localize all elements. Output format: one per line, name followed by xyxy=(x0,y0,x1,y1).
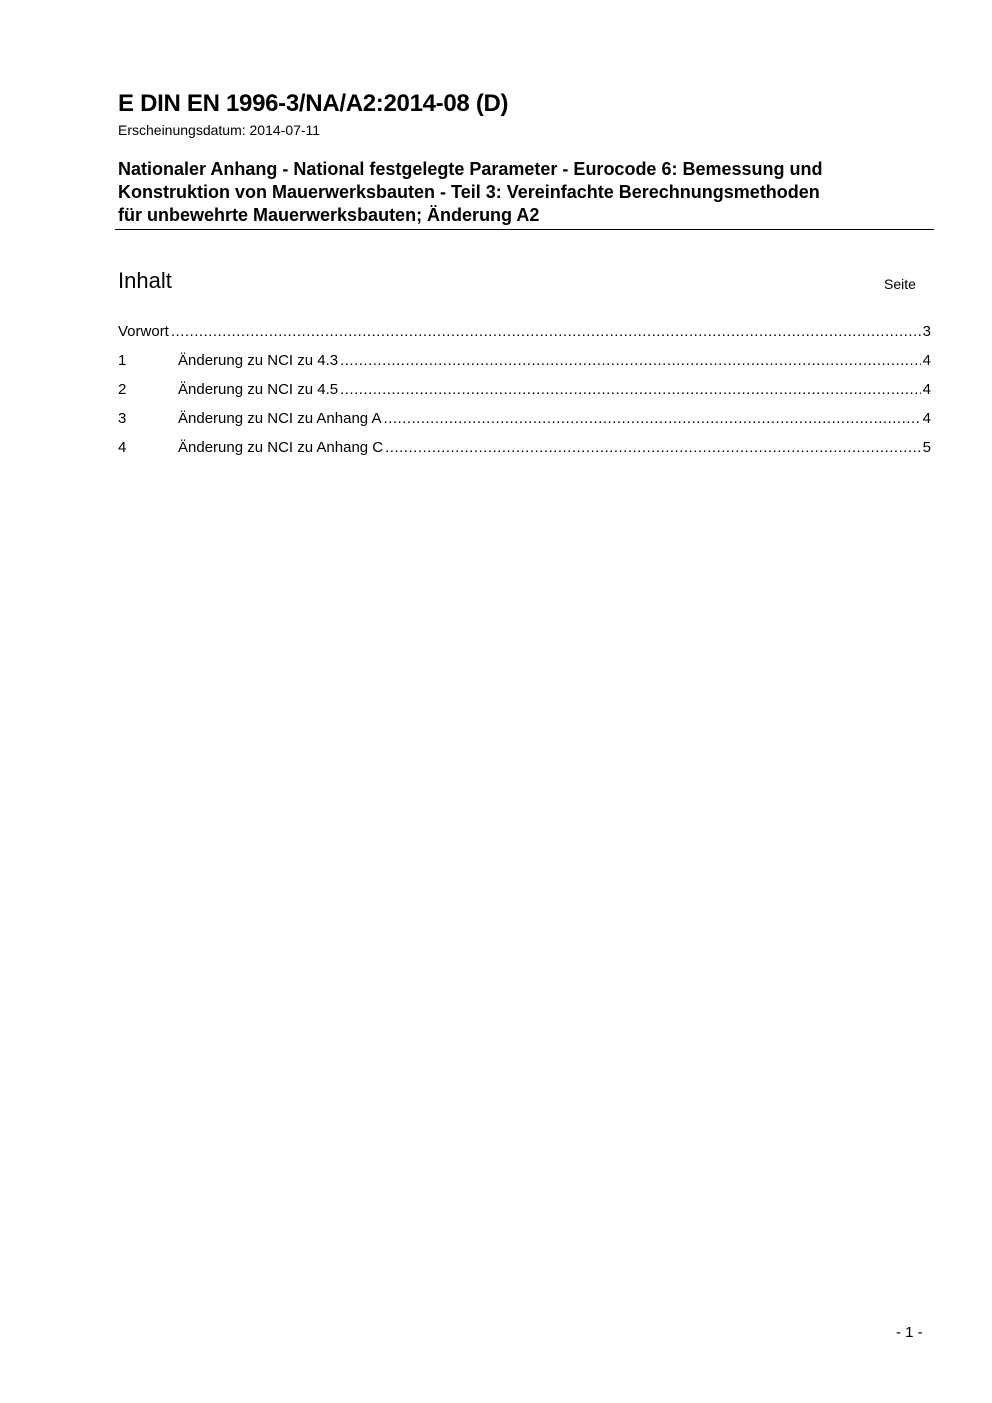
toc-entry-label: Vorwort xyxy=(118,323,169,340)
document-title-line: Konstruktion von Mauerwerksbauten - Teil 3: Vereinfachte Berechnungsmethoden xyxy=(118,182,820,202)
toc-leader-dots xyxy=(171,323,921,340)
toc-entry-label: Änderung zu NCI zu 4.5 xyxy=(178,381,339,398)
toc-entry-label: Änderung zu NCI zu 4.3 xyxy=(178,352,339,369)
toc-entry-number: 4 xyxy=(118,439,127,456)
toc-entry-page: 5 xyxy=(922,439,931,456)
publication-date: Erscheinungsdatum: 2014-07-11 xyxy=(118,122,321,138)
page-number: - 1 - xyxy=(896,1324,923,1341)
document-title-line: Nationaler Anhang - National festgelegte Parameter - Eurocode 6: Bemessung und xyxy=(118,159,823,179)
document-id: E DIN EN 1996-3/NA/A2:2014-08 (D) xyxy=(118,90,509,117)
toc-entry-1[interactable] xyxy=(118,352,931,381)
toc-entry-4[interactable] xyxy=(118,439,931,468)
toc-leader-dots xyxy=(340,381,921,398)
document-title-line: für unbewehrte Mauerwerksbauten; Änderung A2 xyxy=(118,205,540,225)
toc-entry-number: 2 xyxy=(118,381,127,398)
toc-entry-page: 3 xyxy=(922,323,931,340)
toc-entry-vorwort[interactable] xyxy=(118,323,931,352)
toc-entry-label: Änderung zu NCI zu Anhang C xyxy=(178,439,384,456)
toc-leader-dots xyxy=(385,439,921,456)
toc-entry-3[interactable] xyxy=(118,410,931,439)
toc-leader-dots xyxy=(340,352,921,369)
toc-entry-number: 3 xyxy=(118,410,127,427)
toc-page-column-label: Seite xyxy=(884,276,916,292)
table-of-contents xyxy=(118,323,931,468)
toc-leader-dots xyxy=(383,410,920,427)
title-divider xyxy=(115,229,934,230)
toc-entry-page: 4 xyxy=(922,381,931,398)
toc-entry-2[interactable] xyxy=(118,381,931,410)
toc-entry-page: 4 xyxy=(922,352,931,369)
toc-entry-number: 1 xyxy=(118,352,127,369)
toc-entry-page: 4 xyxy=(922,410,931,427)
toc-heading: Inhalt xyxy=(118,268,172,293)
document-title xyxy=(118,158,930,227)
toc-entry-label: Änderung zu NCI zu Anhang A xyxy=(178,410,382,427)
